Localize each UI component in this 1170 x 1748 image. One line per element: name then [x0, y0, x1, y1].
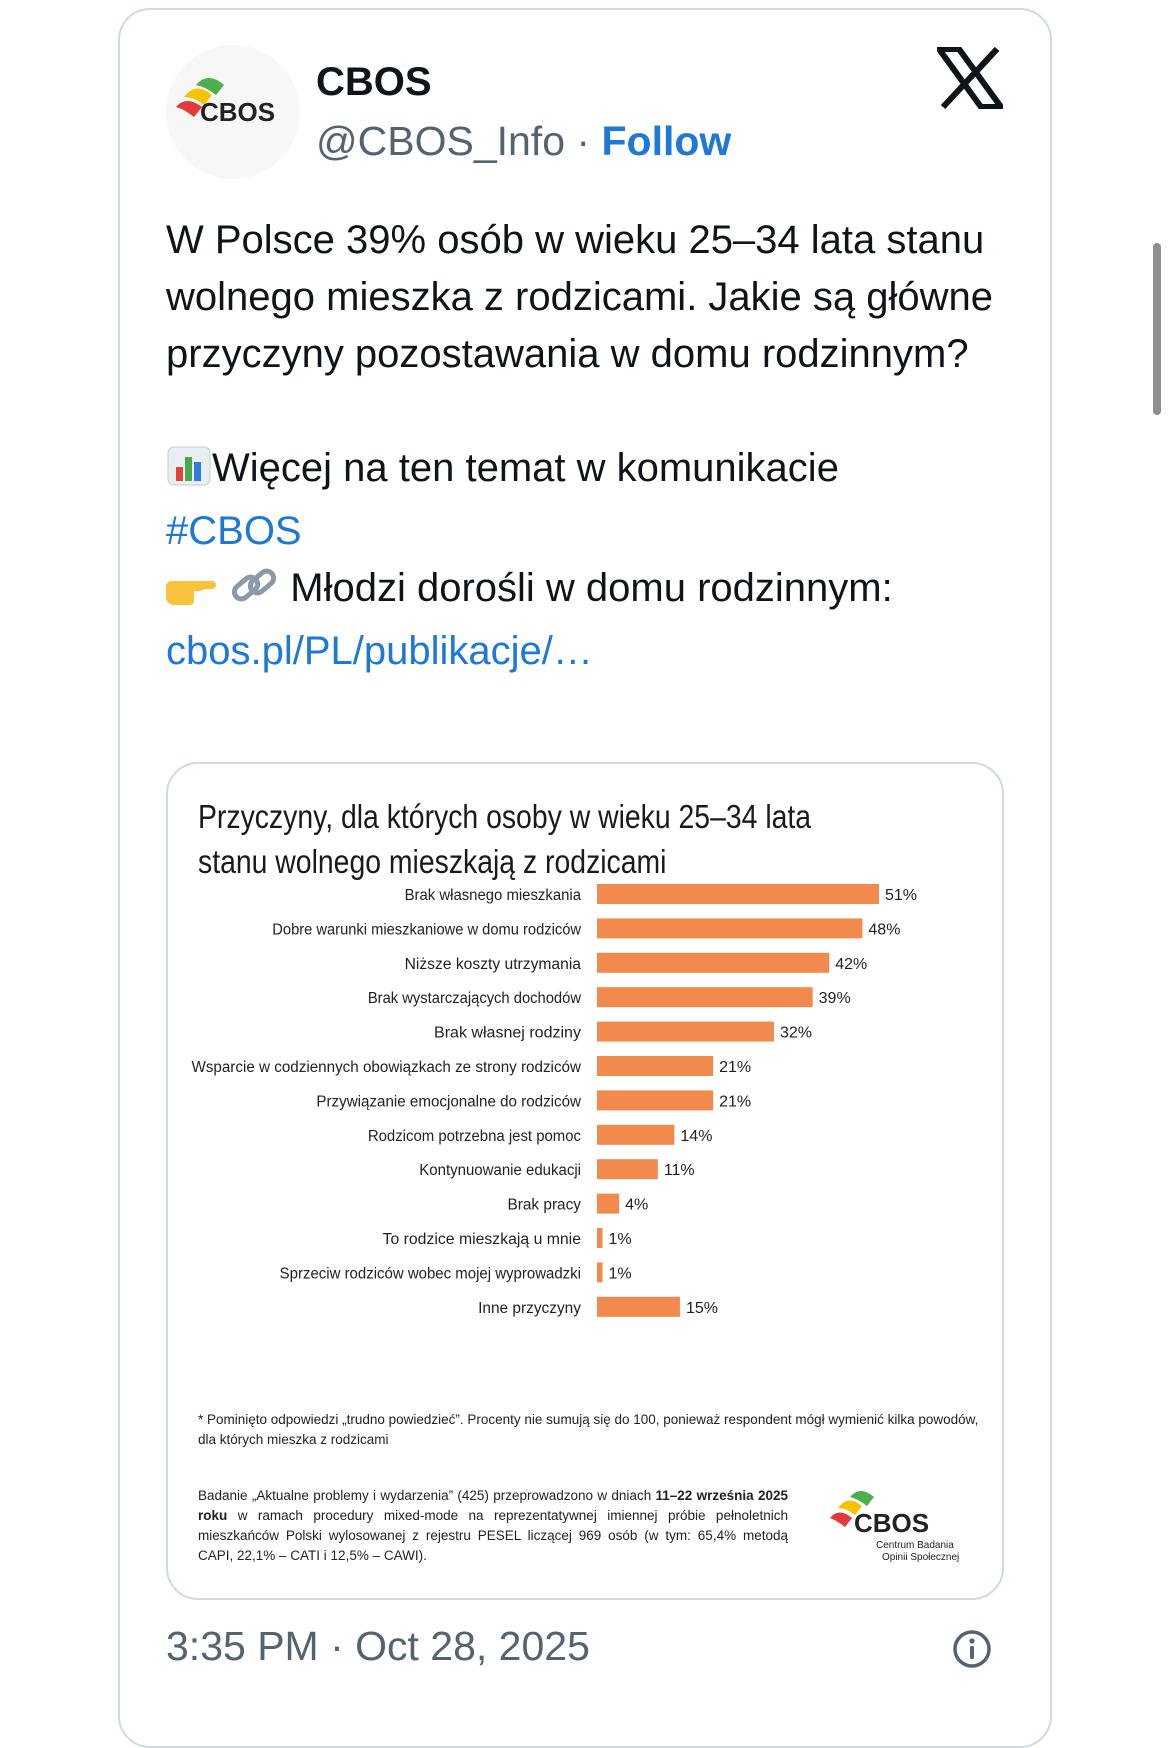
bar	[597, 987, 813, 1007]
method-dates: 11–22 września 2025 roku	[198, 1488, 788, 1523]
bar	[597, 918, 862, 938]
category-label: Kontynuowanie edukacji	[419, 1162, 581, 1180]
bar-chart	[168, 764, 1004, 1404]
separator: ·	[576, 118, 591, 164]
category-label: Inne przyczyny	[478, 1299, 582, 1317]
handle-row	[316, 118, 731, 165]
value-label: 15%	[685, 1299, 718, 1317]
method-note	[198, 1486, 788, 1566]
bar	[597, 1022, 774, 1042]
bar	[597, 1159, 658, 1179]
link-intro-line	[166, 560, 1006, 623]
value-label: 48%	[868, 921, 901, 939]
bar	[597, 1056, 713, 1076]
method-part1: Badanie „Aktualne problemy i wydarzenia” (425) przeprowadzono w dniach	[198, 1488, 652, 1503]
scrollbar[interactable]	[1153, 243, 1161, 415]
tweet-body: W Polsce 39% osób w wieku 25–34 lata stanu wolnego mieszka z rodzicami. Jakie są główne przyczyny pozostawania w domu rodzinnym?	[166, 218, 994, 376]
follow-button[interactable]: Follow	[601, 118, 732, 164]
cbos-logo-text: CBOS	[854, 1508, 930, 1538]
value-label: 4%	[625, 1196, 649, 1214]
bar	[597, 1125, 674, 1145]
method-part2: w ramach procedury mixed-mode na reprezentatywnej imiennej próbie pełnoletnich mieszkańców Polski wylosowanej z rejestru PESEL liczącej 969 osób (w tym: 65,4% metodą CAPI, 22,1% – CATI i 12,5% – CAWI).	[198, 1508, 788, 1563]
category-label: Przywiązanie emocjonalne do rodziców	[316, 1093, 582, 1111]
category-label: Brak wystarczających dochodów	[367, 990, 582, 1008]
display-name[interactable]: CBOS	[316, 60, 432, 104]
hashtag-link[interactable]: #CBOS	[166, 509, 302, 553]
category-label: Niższe koszty utrzymania	[404, 955, 582, 973]
value-label: 11%	[663, 1162, 695, 1180]
value-label: 42%	[835, 955, 868, 973]
link-emoji-icon	[229, 563, 279, 623]
category-label: Dobre warunki mieszkaniowe w domu rodziców	[272, 921, 582, 939]
category-label: Brak własnego mieszkania	[404, 887, 582, 904]
avatar[interactable]	[166, 45, 300, 179]
chart-title: Przyczyny, dla których osoby w wieku 25–34 lata stanu wolnego mieszkają z rodzicami	[198, 798, 812, 880]
chart-footnote: * Pominięto odpowiedzi „trudno powiedzieć”. Procenty nie sumują się do 100, ponieważ respondent mógł wymienić kilka powodów, dla których mieszka z rodzicami	[198, 1412, 979, 1447]
timestamp[interactable]: 3:35 PM · Oct 28, 2025	[166, 1623, 590, 1669]
value-label: 21%	[719, 1059, 752, 1076]
avatar-logo-text: CBOS	[200, 97, 276, 127]
handle[interactable]: @CBOS_Info	[316, 118, 566, 164]
category-label: Sprzeciw rodziców wobec mojej wyprowadzki	[279, 1265, 581, 1283]
tweet-image[interactable]	[166, 762, 1004, 1600]
cbos-logo	[824, 1480, 984, 1570]
value-label: 32%	[779, 1024, 812, 1042]
bar	[597, 953, 829, 973]
bar	[597, 1090, 713, 1110]
category-label: Wsparcie w codziennych obowiązkach ze strony rodziców	[191, 1059, 582, 1076]
cbos-logo-sub2: Opinii Społecznej	[882, 1552, 960, 1563]
bar	[597, 1194, 619, 1214]
publication-link[interactable]: cbos.pl/PL/publikacje/…	[166, 629, 593, 673]
category-label: To rodzice mieszkają u mnie	[382, 1231, 581, 1248]
value-label: 14%	[680, 1127, 713, 1145]
more-line	[166, 440, 1006, 503]
bar	[597, 1297, 680, 1317]
category-label: Rodzicom potrzebna jest pomoc	[367, 1127, 582, 1145]
pointing-hand-emoji-icon	[166, 566, 218, 623]
bar	[597, 1262, 603, 1282]
bar-chart-emoji-icon	[166, 445, 212, 503]
cbos-logo-sub1: Centrum Badania	[876, 1540, 954, 1551]
bar	[597, 1228, 603, 1248]
value-label: 21%	[719, 1093, 752, 1111]
info-icon[interactable]	[951, 1628, 993, 1670]
category-label: Brak własnej rodziny	[434, 1024, 582, 1042]
value-label: 39%	[818, 990, 851, 1008]
bar	[597, 884, 879, 904]
x-logo-icon[interactable]	[937, 47, 1003, 109]
value-label: 51%	[885, 887, 918, 904]
more-text: Więcej na ten temat w komunikacie	[212, 446, 839, 490]
link-intro: Młodzi dorośli w domu rodzinnym:	[290, 566, 893, 610]
value-label: 1%	[608, 1231, 632, 1248]
value-label: 1%	[608, 1265, 632, 1283]
category-label: Brak pracy	[507, 1196, 582, 1214]
tweet-text	[166, 212, 1006, 680]
